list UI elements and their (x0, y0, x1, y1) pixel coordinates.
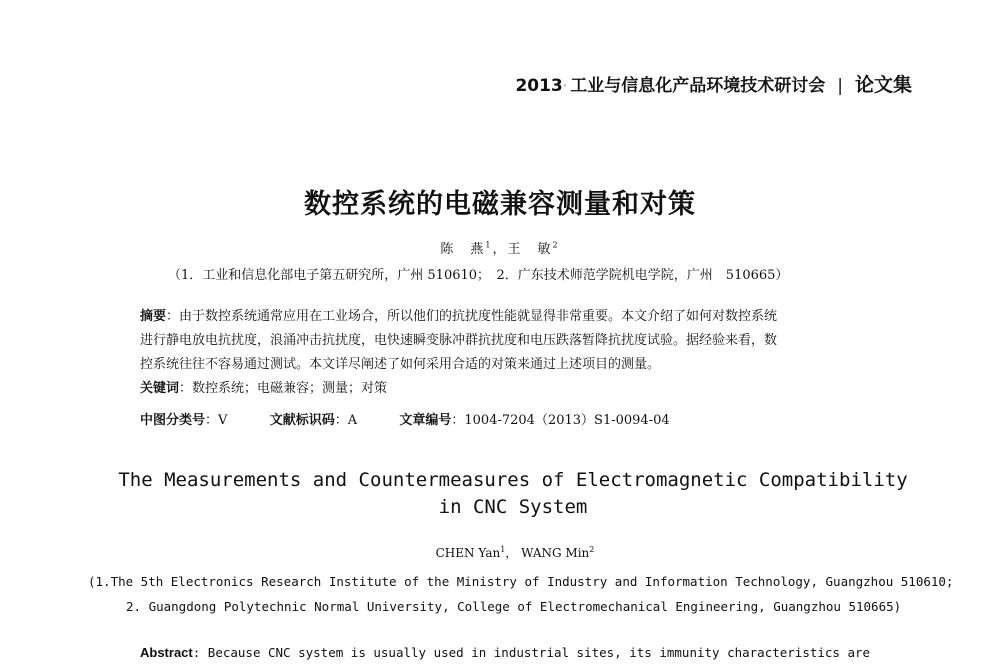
abstract-cn-line-3: 控系统往往不容易通过测试。本文详尽阐述了如何采用合适的对策来通过上述项目的测量。 (140, 357, 661, 372)
title-en-line-2: in CNC System (438, 496, 588, 518)
abstract-cn-colon: ： (166, 309, 180, 324)
abstract-en (140, 640, 870, 666)
header-collection: 论文集 (854, 74, 912, 96)
abstract-en-text-1: : Because CNC system is usually used in industrial sites, its immunity characteristics are (192, 645, 871, 660)
running-header (515, 70, 912, 97)
authors-en (0, 544, 1000, 561)
doc-code-label: 文献标识码 (269, 413, 335, 428)
abstract-cn (140, 305, 890, 401)
classification-line (140, 409, 670, 428)
keywords-cn-colon: ： (179, 381, 193, 396)
header-year: 2013 (515, 76, 563, 96)
author-cn-2: 王 敏 (507, 242, 553, 257)
article-no-value: ：1004-7204（2013）S1-0094-04 (451, 413, 670, 428)
author-en-2-sup: 2 (589, 545, 595, 554)
affiliation-en-line-1: (1.The 5th Electronics Research Institute of the Ministry of Industry and Information Technology, Guangzhou 510610; (88, 574, 954, 589)
clc-label: 中图分类号 (140, 413, 206, 428)
author-cn-sep: ， (492, 242, 508, 257)
paper-title-en (0, 467, 1000, 521)
abstract-cn-text-1: 由于数控系统通常应用在工业场合，所以他们的抗扰度性能就显得非常重要。本文介绍了如何对数控系统 (179, 309, 778, 324)
affiliation-cn: （1．工业和信息化部电子第五研究所，广州 510610； 2．广东技术师范学院机电学院，广州 510665） (168, 268, 789, 283)
header-conference: 工业与信息化产品环境技术研讨会 (570, 76, 826, 96)
authors-cn (0, 238, 1000, 257)
author-en-1-sup: 1 (500, 545, 506, 554)
author-cn-1-sup: 1 (485, 240, 493, 250)
keywords-cn (140, 377, 890, 401)
abstract-en-line-1 (140, 640, 870, 666)
header-separator: | (837, 76, 843, 96)
author-cn-2-sup: 2 (552, 240, 560, 250)
clc-value: ：V (205, 413, 228, 428)
abstract-cn-label: 摘要 (140, 309, 167, 324)
abstract-cn-line-1 (140, 305, 890, 329)
title-en-line-1: The Measurements and Countermeasures of Electromagnetic Compatibility (118, 469, 908, 491)
author-en-2: WANG Min (521, 546, 590, 560)
header-superscript: ˈ (563, 84, 567, 94)
author-en-1: CHEN Yan (435, 546, 501, 560)
article-no-label: 文章编号 (399, 413, 452, 428)
abstract-cn-line-2: 进行静电放电抗扰度，浪涌冲击抗扰度，电快速瞬变脉冲群抗扰度和电压跌落暂降抗扰度试验。据经验来看，数 (140, 333, 778, 348)
abstract-en-label: Abstract (140, 645, 193, 660)
keywords-cn-value: 数控系统；电磁兼容；测量；对策 (192, 381, 388, 396)
affiliation-en (88, 569, 953, 619)
author-en-sep: ， (505, 546, 522, 560)
doc-code-value: ：A (334, 413, 358, 428)
paper-title-cn: 数控系统的电磁兼容测量和对策 (304, 189, 696, 220)
author-cn-1: 陈 燕 (440, 242, 486, 257)
keywords-cn-label: 关键词 (140, 381, 180, 396)
affiliation-en-line-2: 2. Guangdong Polytechnic Normal University, College of Electromechanical Engineering, Guangzhou 510665) (126, 599, 902, 614)
